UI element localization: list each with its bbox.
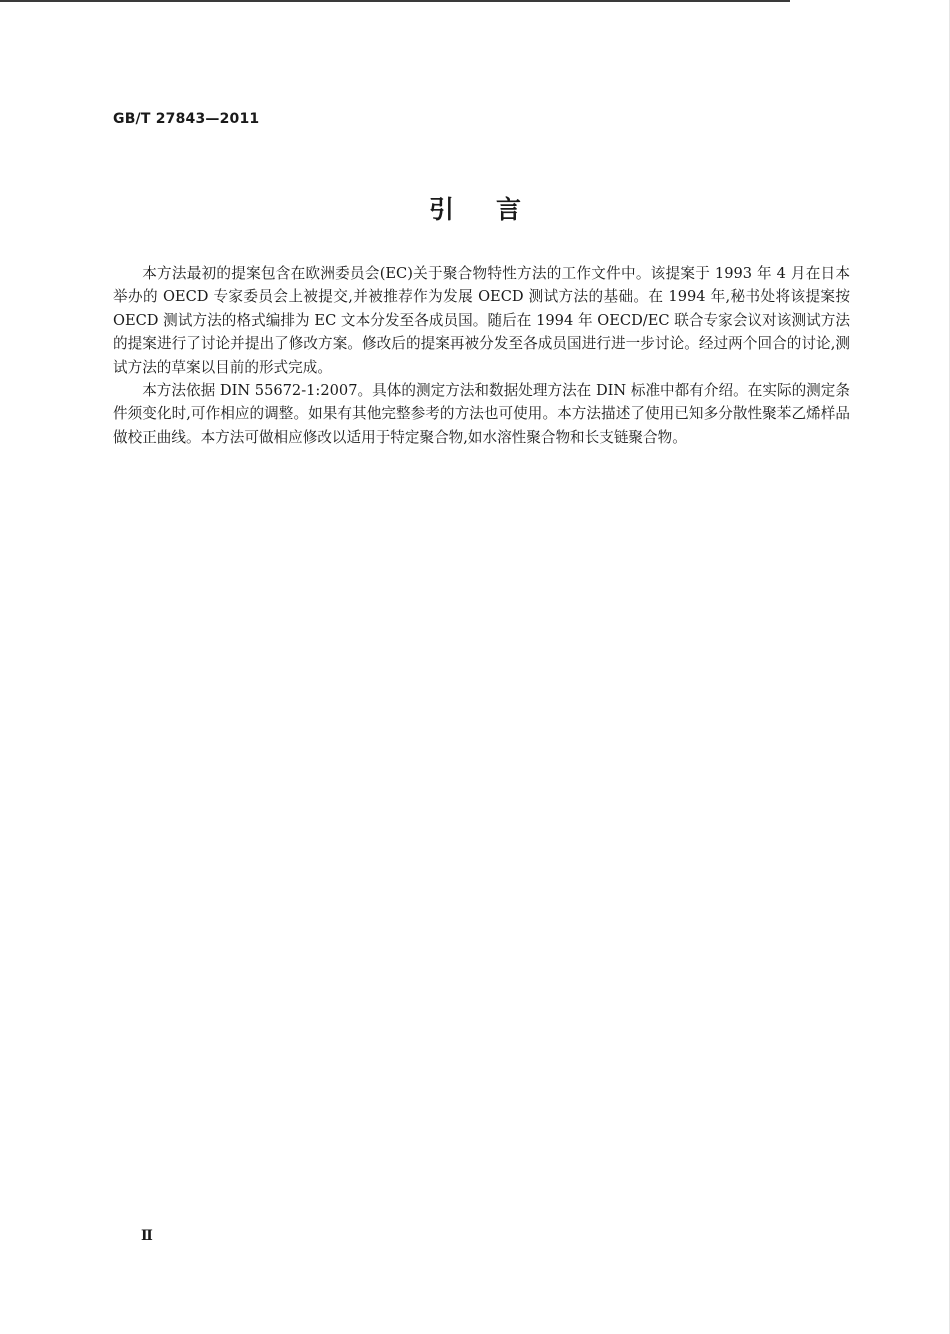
page-title: 引言	[428, 195, 563, 224]
paragraph-1: 本方法最初的提案包含在欧洲委员会(EC)关于聚合物特性方法的工作文件中。该提案于 1993 年 4 月在日本举办的 OECD 专家委员会上被提交,并被推荐作为发展 OECD 测试方法的基础。在 1994 年,秘书处将该提案按 OECD 测试方法的格式编排为 EC 文本分发至各成员国。随后在 1994 年 OECD/EC 联合专家会议对该测试方法的提案进行了讨论并提出了修改方案。修改后的提案再被分发至各成员国进行进一步讨论。经过两个回合的讨论,测试方法的草案以目前的形式完成。	[113, 265, 850, 376]
page-number: Ⅱ	[141, 1228, 153, 1244]
paragraph-2: 本方法依据 DIN 55672-1:2007。具体的测定方法和数据处理方法在 DIN 标准中都有介绍。在实际的测定条件须变化时,可作相应的调整。如果有其他完整参考的方法也可使用。本方法描述了使用已知多分散性聚苯乙烯样品做校正曲线。本方法可做相应修改以适用于特定聚合物,如水溶性聚合物和长支链聚合物。	[113, 382, 850, 446]
body-text	[113, 262, 850, 449]
top-border-line	[0, 0, 790, 2]
standard-code: GB/T 27843—2011	[113, 111, 260, 127]
